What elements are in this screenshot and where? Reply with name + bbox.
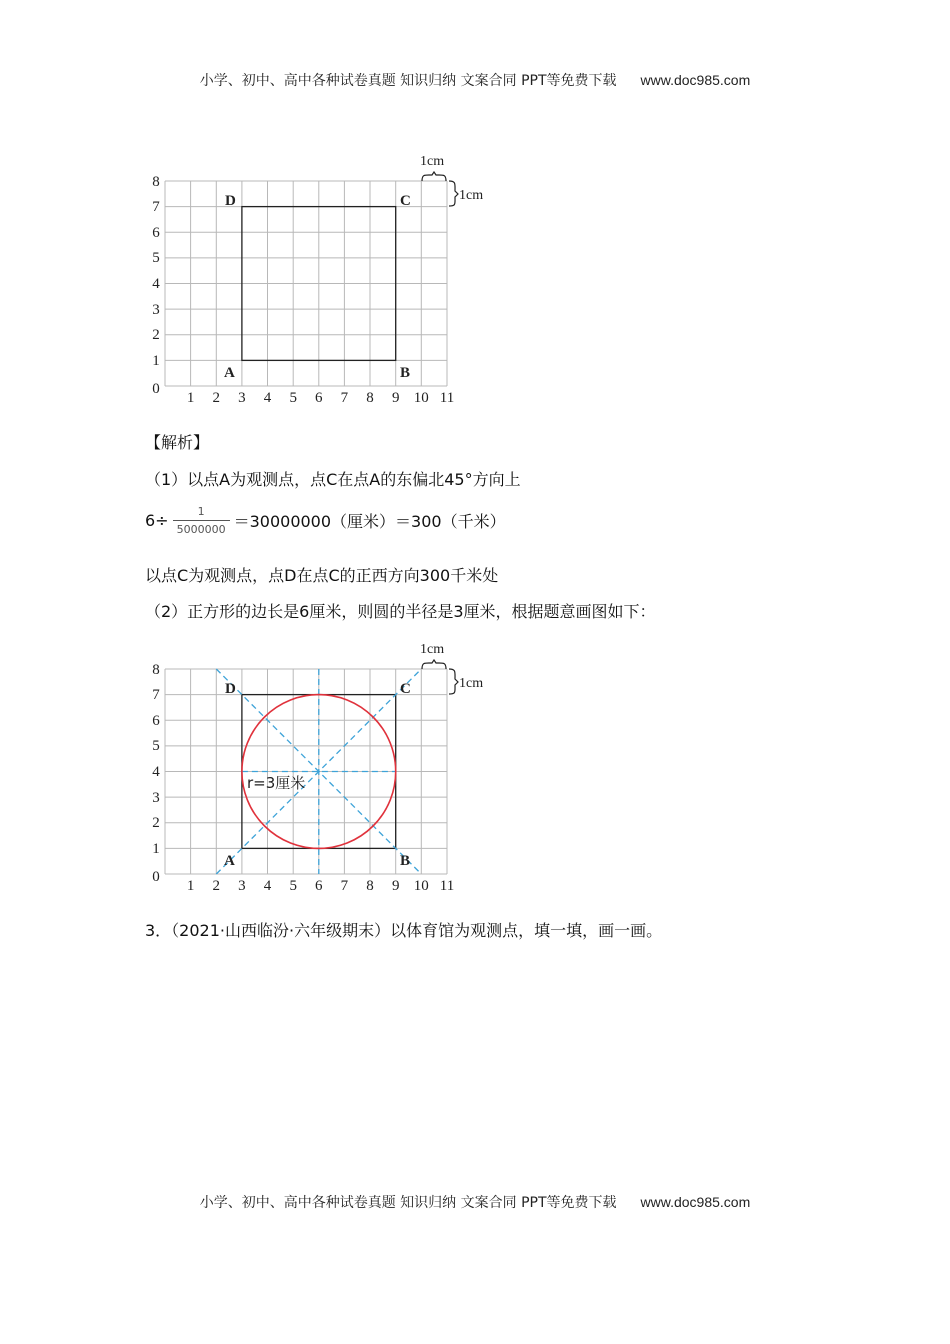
scale-brace-vertical (449, 669, 458, 694)
x-tick: 1 (186, 390, 195, 406)
y-tick: 1 (152, 841, 160, 857)
x-tick: 6 (315, 390, 323, 406)
x-tick: 6 (315, 878, 323, 894)
analysis-line-4: （2）正方形的边长是6厘米，则圆的半径是3厘米，根据题意画图如下： (145, 602, 656, 621)
page-header (0, 70, 950, 90)
y-tick: 0 (152, 381, 160, 397)
x-tick: 1 (186, 878, 195, 894)
grid-lines (165, 181, 447, 386)
y-tick: 3 (152, 790, 160, 806)
analysis-calculation (145, 505, 506, 536)
y-tick: 4 (152, 764, 160, 780)
y-tick: 8 (152, 662, 160, 678)
calc-suffix: ＝30000000（厘米）＝300（千米） (233, 512, 506, 531)
y-tick: 5 (152, 738, 160, 754)
analysis-line-1: （1）以点A为观测点，点C在点A的东偏北45°方向上 (145, 470, 521, 489)
y-tick: 8 (152, 174, 160, 190)
x-tick: 2 (212, 390, 221, 406)
y-tick: 5 (152, 250, 160, 266)
y-tick: 3 (152, 302, 160, 318)
point-label-a: A (224, 853, 235, 869)
x-tick: 3 (238, 390, 246, 406)
x-tick: 9 (391, 390, 400, 406)
y-tick: 2 (152, 815, 160, 831)
header-text: 小学、初中、高中各种试卷真题 知识归纳 文案合同 PPT等免费下载 (199, 73, 617, 89)
x-tick: 3 (238, 878, 246, 894)
figure-grid-circle (140, 636, 500, 902)
y-tick: 4 (152, 276, 160, 292)
point-label-b: B (400, 853, 411, 869)
x-tick: 11 (439, 878, 455, 894)
x-tick: 7 (340, 878, 349, 894)
y-tick: 0 (152, 869, 160, 885)
grid-svg-1 (140, 148, 500, 410)
point-label-d: D (225, 681, 236, 697)
x-tick: 9 (391, 878, 400, 894)
x-tick: 7 (340, 390, 349, 406)
calc-prefix: 6÷ (145, 511, 169, 530)
point-label-a: A (224, 365, 235, 381)
scale-brace-horizontal (422, 660, 446, 669)
scale-brace-vertical (449, 181, 458, 206)
y-tick: 6 (152, 713, 160, 729)
x-tick: 5 (289, 390, 297, 406)
y-tick: 6 (152, 225, 160, 241)
point-label-d: D (225, 193, 236, 209)
scale-brace-horizontal (422, 172, 446, 181)
scale-fraction (173, 505, 230, 536)
page-footer (0, 1192, 950, 1212)
analysis-line-3: 以点C为观测点，点D在点C的正西方向300千米处 (145, 566, 499, 585)
grid-svg-2 (140, 636, 500, 898)
point-label-b: B (400, 365, 411, 381)
x-tick: 2 (212, 878, 221, 894)
y-tick: 7 (152, 687, 160, 703)
figure-grid-square (140, 148, 500, 414)
x-tick: 10 (413, 878, 429, 894)
y-tick: 7 (152, 199, 160, 215)
x-tick: 4 (263, 390, 272, 406)
point-label-c: C (400, 193, 411, 209)
radius-label: r=3厘米 (247, 774, 306, 792)
x-tick: 4 (263, 878, 272, 894)
fraction-numerator: 1 (197, 505, 205, 518)
question-3: 3．（2021·山西临汾·六年级期末）以体育馆为观测点，填一填，画一画。 (145, 921, 663, 940)
x-tick: 5 (289, 878, 297, 894)
y-tick: 2 (152, 327, 160, 343)
x-tick: 8 (366, 878, 374, 894)
scale-label-horizontal: 1cm (420, 154, 445, 169)
x-tick: 8 (366, 390, 374, 406)
analysis-title: 【解析】 (145, 433, 210, 452)
scale-label-vertical: 1cm (459, 188, 484, 203)
header-site: www.doc985.com (640, 72, 751, 88)
y-tick: 1 (152, 353, 160, 369)
footer-text: 小学、初中、高中各种试卷真题 知识归纳 文案合同 PPT等免费下载 (199, 1195, 617, 1211)
x-tick: 11 (439, 390, 455, 406)
scale-label-horizontal: 1cm (420, 642, 445, 657)
footer-site: www.doc985.com (640, 1194, 751, 1210)
scale-label-vertical: 1cm (459, 676, 484, 691)
point-label-c: C (400, 681, 411, 697)
fraction-denominator: 5000000 (173, 520, 230, 536)
x-tick: 10 (413, 390, 429, 406)
